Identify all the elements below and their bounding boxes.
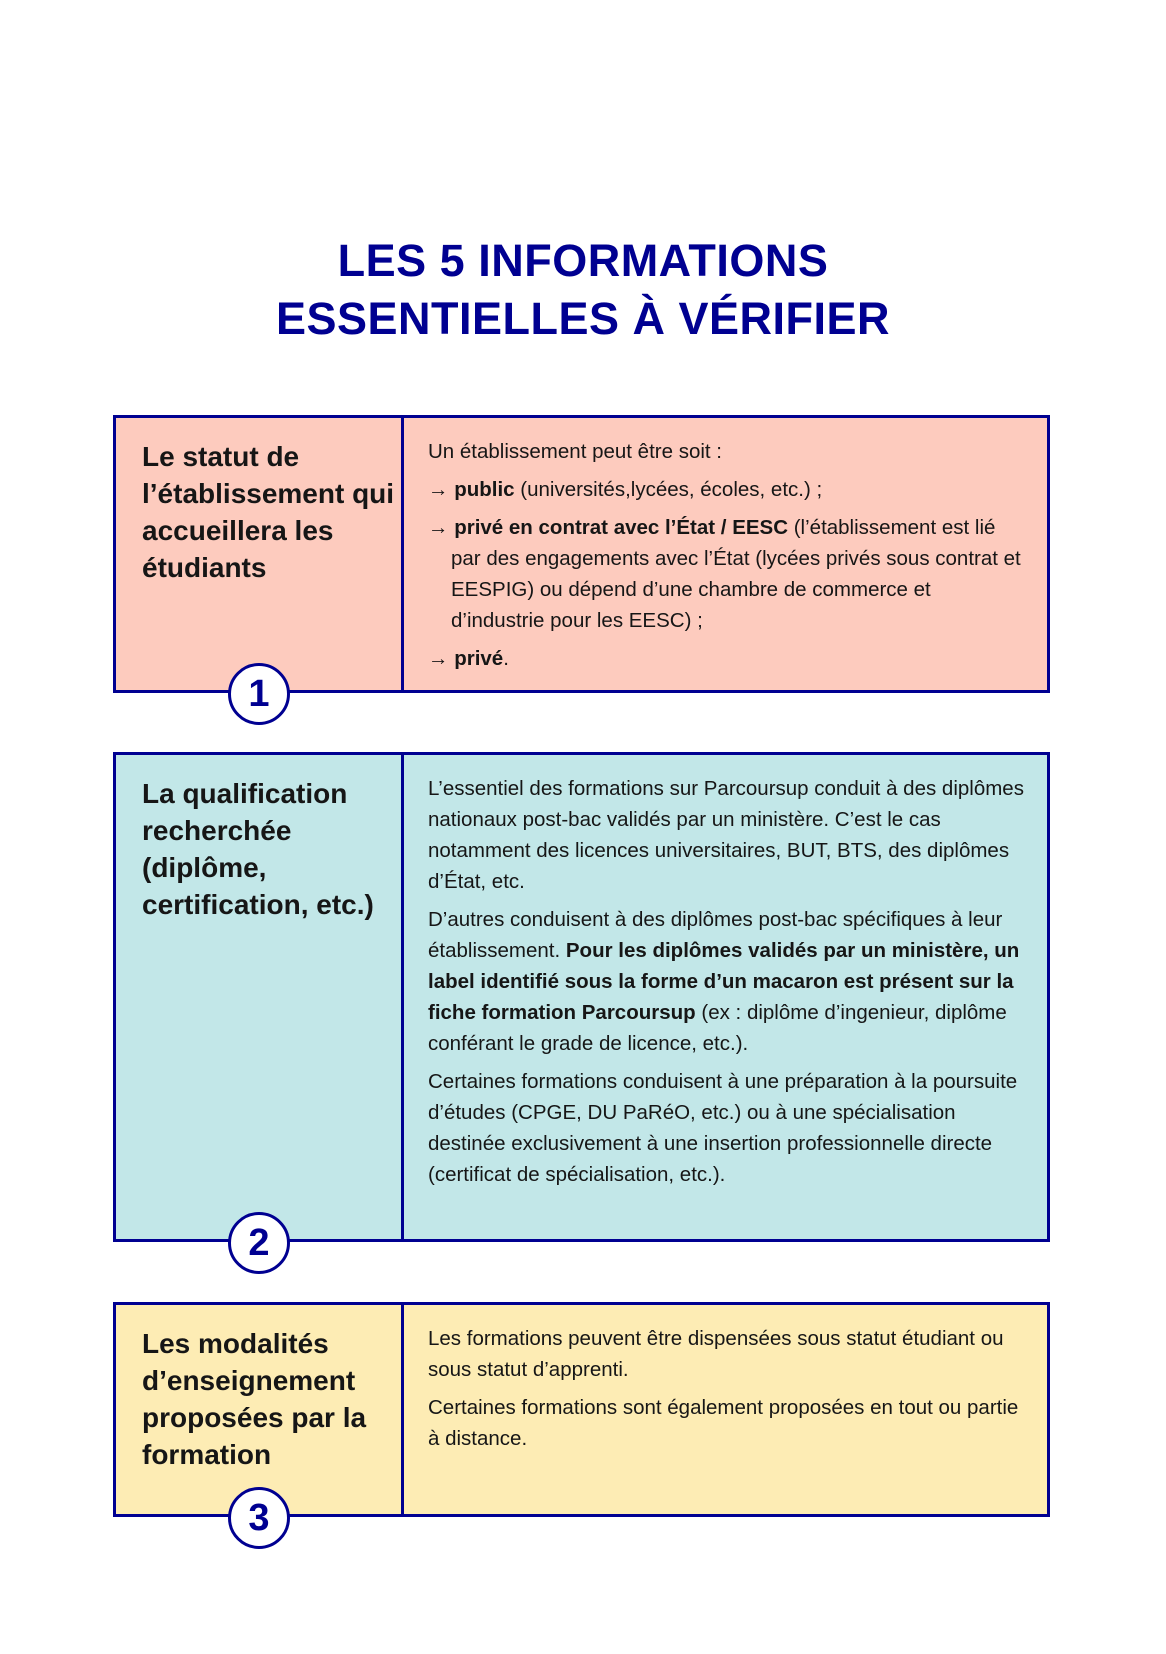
title-line-2: ESSENTIELLES À VÉRIFIER bbox=[275, 293, 891, 344]
info-box-establishment-status bbox=[113, 415, 1050, 715]
title-line-1: LES 5 INFORMATIONS bbox=[337, 235, 829, 286]
list-item bbox=[428, 643, 1027, 674]
number-badge: 3 bbox=[228, 1487, 290, 1549]
box-heading: La qualification recherchée (diplôme, certification, etc.) bbox=[142, 778, 374, 920]
box-heading-cell bbox=[116, 755, 404, 1264]
number-badge: 1 bbox=[228, 663, 290, 725]
item-text: (universités,lycées, écoles, etc.) ; bbox=[514, 478, 823, 501]
paragraph-bold: Pour les diplômes validés par un ministère, un label identifié sous la forme d’un macaron est présent sur la fiche formation Parcoursup bbox=[428, 939, 1020, 1024]
paragraph: Certaines formations sont également proposées en tout ou partie à distance. bbox=[428, 1396, 1019, 1450]
arrow-right-icon: → bbox=[428, 478, 449, 501]
item-text: (l’établissement est lié par des engagements avec l’État (lycées privés sous contrat et EESPIG) ou dépend d’une chambre de commerce et d’industrie pour les EESC) ; bbox=[451, 516, 1021, 632]
paragraph-text: (ex : diplôme d’ingenieur, diplôme conférant le grade de licence, etc.). bbox=[428, 1001, 1007, 1055]
paragraph: Les formations peuvent être dispensées sous statut étudiant ou sous statut d’apprenti. bbox=[428, 1327, 1004, 1381]
arrow-right-icon: → bbox=[428, 647, 449, 670]
item-bold: privé en contrat avec l’État / EESC bbox=[454, 516, 789, 539]
paragraph: Certaines formations conduisent à une préparation à la poursuite d’études (CPGE, DU PaRéO, etc.) ou à une spécialisation destinée exclusivement à une insertion professionnelle directe (certificat de spécialisation, etc.). bbox=[428, 1070, 1018, 1186]
info-box-qualification bbox=[113, 752, 1050, 1264]
box-content bbox=[404, 418, 1047, 690]
list-item bbox=[428, 474, 1027, 505]
page-title bbox=[0, 232, 1166, 348]
box-intro: Un établissement peut être soit : bbox=[428, 440, 722, 463]
arrow-right-icon: → bbox=[428, 516, 449, 539]
item-bold: public bbox=[454, 478, 515, 501]
info-box-teaching-modalities bbox=[113, 1302, 1050, 1539]
box-heading: Les modalités d’enseignement proposées par la formation bbox=[142, 1328, 367, 1470]
paragraph bbox=[428, 904, 1027, 1059]
list-item bbox=[428, 512, 1027, 636]
item-bold: privé bbox=[454, 647, 504, 670]
box-heading: Le statut de l’établissement qui accueillera les étudiants bbox=[142, 441, 395, 583]
item-text: . bbox=[503, 647, 509, 670]
paragraph-text: D’autres conduisent à des diplômes post-bac spécifiques à leur établissement. bbox=[428, 908, 1003, 962]
box-heading-cell bbox=[116, 1305, 404, 1539]
box-content bbox=[404, 1305, 1047, 1514]
number-badge: 2 bbox=[228, 1212, 290, 1274]
box-heading-cell bbox=[116, 418, 404, 715]
box-content bbox=[404, 755, 1047, 1239]
paragraph: L’essentiel des formations sur Parcoursup conduit à des diplômes nationaux post-bac validés par un ministère. C’est le cas notamment des licences universitaires, BUT, BTS, des diplômes d’État, etc. bbox=[428, 777, 1024, 893]
